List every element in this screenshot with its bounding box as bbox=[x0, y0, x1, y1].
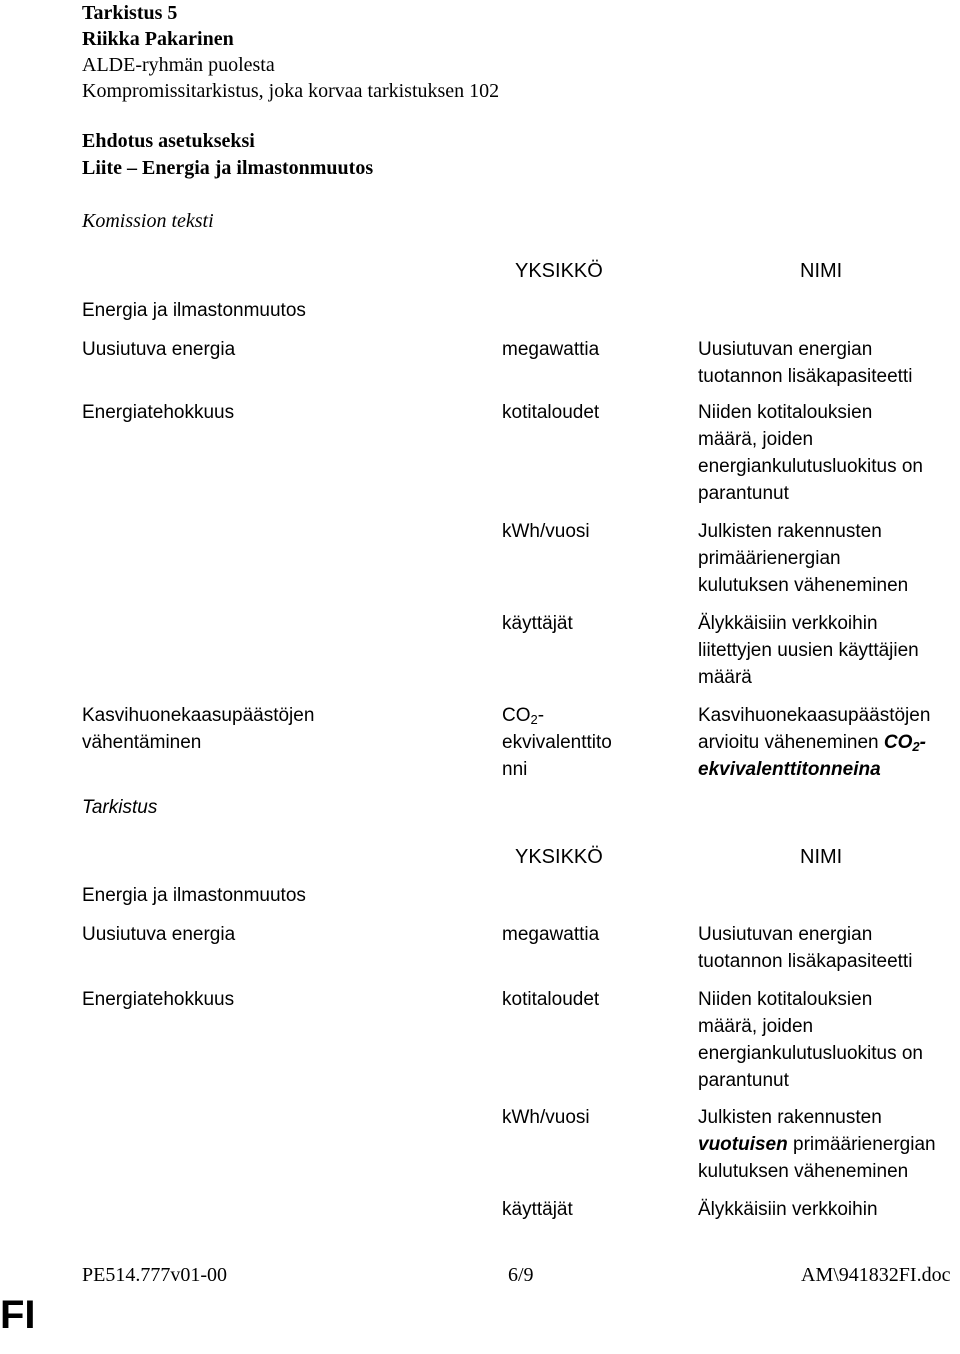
emphasis-subscript: 2 bbox=[912, 739, 920, 754]
row-topic: Uusiutuva energia bbox=[82, 924, 236, 945]
row-name-line: parantunut bbox=[698, 483, 789, 504]
unit-column-header: YKSIKKÖ bbox=[515, 846, 603, 868]
row-topic bbox=[82, 702, 314, 756]
row-name-line: määrä, joiden bbox=[698, 1016, 814, 1037]
commission-text-label: Komission teksti bbox=[82, 210, 214, 232]
row-name-line: Älykkäisiin verkkoihin bbox=[698, 613, 878, 634]
row-name: Älykkäisiin verkkoihin bbox=[698, 1199, 878, 1220]
row-name-line: energiankulutusluokitus on bbox=[698, 456, 923, 477]
row-name-line: Julkisten rakennusten bbox=[698, 1107, 882, 1128]
row-name bbox=[698, 986, 923, 1094]
row-unit: kWh/vuosi bbox=[502, 1107, 590, 1128]
unit-column-header: YKSIKKÖ bbox=[515, 260, 603, 282]
unit-text: ekvivalenttito bbox=[502, 732, 612, 753]
row-topic: Energiatehokkuus bbox=[82, 989, 235, 1010]
emphasis-text: ekvivalenttitonneina bbox=[698, 759, 881, 780]
row-unit: kotitaloudet bbox=[502, 402, 600, 423]
row-name bbox=[698, 702, 930, 783]
row-topic: Energiatehokkuus bbox=[82, 402, 235, 423]
row-name-line: Niiden kotitalouksien bbox=[698, 402, 873, 423]
amendment-label: Tarkistus bbox=[82, 797, 158, 818]
row-unit: käyttäjät bbox=[502, 613, 573, 634]
unit-text: - bbox=[537, 705, 545, 726]
row-name-line: määrä, joiden bbox=[698, 429, 814, 450]
row-name-line: liitettyjen uusien käyttäjien bbox=[698, 640, 919, 661]
footer-page-number: 6/9 bbox=[508, 1264, 534, 1286]
emphasis-text: - bbox=[919, 732, 926, 753]
footer-document-id: AM\941832FI.doc bbox=[801, 1264, 951, 1286]
row-topic-line: vähentäminen bbox=[82, 732, 202, 753]
author-name: Riikka Pakarinen bbox=[82, 28, 234, 50]
emphasis-text: CO bbox=[883, 732, 913, 753]
language-code: FI bbox=[0, 1293, 36, 1337]
row-name-line: Uusiutuvan energian bbox=[698, 339, 873, 360]
row-name-line: Uusiutuvan energian bbox=[698, 924, 873, 945]
amendment-header bbox=[82, 0, 499, 104]
row-unit: megawattia bbox=[502, 924, 600, 945]
row-name-line: parantunut bbox=[698, 1070, 789, 1091]
row-name-line: tuotannon lisäkapasiteetti bbox=[698, 951, 913, 972]
row-name-line: kulutuksen väheneminen bbox=[698, 1161, 909, 1182]
row-unit: kotitaloudet bbox=[502, 989, 600, 1010]
row-name-line: primäärienergian bbox=[787, 1134, 936, 1155]
row-name-line: Kasvihuonekaasupäästöjen bbox=[698, 705, 931, 726]
row-unit: megawattia bbox=[502, 339, 600, 360]
row-name bbox=[698, 921, 912, 975]
row-name-line: energiankulutusluokitus on bbox=[698, 1043, 923, 1064]
unit-text: nni bbox=[502, 759, 528, 780]
row-unit bbox=[502, 702, 612, 783]
unit-subscript: 2 bbox=[530, 712, 538, 727]
amendment-number: Tarkistus 5 bbox=[82, 2, 178, 24]
annex-title: Liite – Energia ja ilmastonmuutos bbox=[82, 157, 374, 179]
row-name bbox=[698, 399, 923, 507]
row-name-line: primäärienergian bbox=[698, 548, 841, 569]
compromise-note: Kompromissitarkistus, joka korvaa tarkistuksen 102 bbox=[82, 80, 500, 102]
category-label: Energia ja ilmastonmuutos bbox=[82, 885, 306, 906]
proposal-title: Ehdotus asetukseksi bbox=[82, 130, 255, 152]
category-label: Energia ja ilmastonmuutos bbox=[82, 300, 306, 321]
row-topic: Uusiutuva energia bbox=[82, 339, 236, 360]
row-unit: kWh/vuosi bbox=[502, 521, 590, 542]
unit-text: CO bbox=[502, 705, 531, 726]
row-name bbox=[698, 518, 908, 599]
name-column-header: NIMI bbox=[800, 846, 843, 868]
row-name-line: tuotannon lisäkapasiteetti bbox=[698, 366, 913, 387]
row-name bbox=[698, 336, 912, 390]
emphasis-text: vuotuisen bbox=[698, 1134, 788, 1155]
row-name bbox=[698, 1104, 936, 1185]
row-topic-line: Kasvihuonekaasupäästöjen bbox=[82, 705, 315, 726]
row-name-line: arvioitu väheneminen bbox=[698, 732, 884, 753]
row-name-line: määrä bbox=[698, 667, 752, 688]
name-column-header: NIMI bbox=[800, 260, 843, 282]
row-name-line: Julkisten rakennusten bbox=[698, 521, 882, 542]
political-group: ALDE-ryhmän puolesta bbox=[82, 54, 275, 76]
footer-reference: PE514.777v01-00 bbox=[82, 1264, 227, 1286]
row-name bbox=[698, 610, 919, 691]
row-name-line: Niiden kotitalouksien bbox=[698, 989, 873, 1010]
row-name-line: kulutuksen väheneminen bbox=[698, 575, 909, 596]
row-unit: käyttäjät bbox=[502, 1199, 573, 1220]
